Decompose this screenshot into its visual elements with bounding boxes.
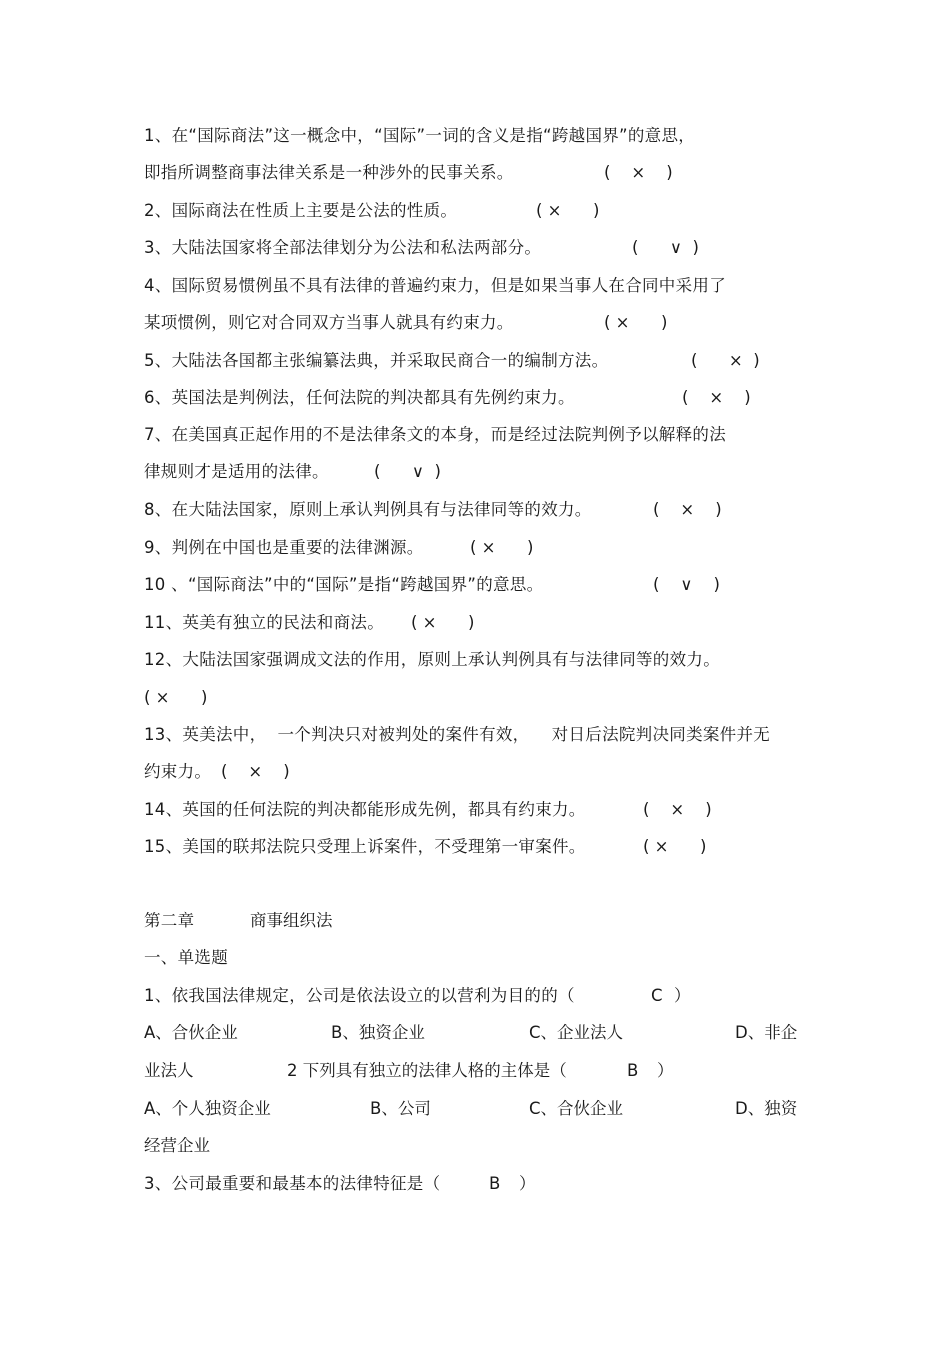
question-11-answer: ( × ) [411,613,475,632]
question-5: 5、大陆法各国都主张编纂法典，并采取民商合一的编制方法。 [144,351,609,370]
mc-question-2-answer: B [627,1061,639,1080]
mc-q2-option-d-continued: 经营企业 [144,1136,210,1155]
question-3: 3、大陆法国家将全部法律划分为公法和私法两部分。 [144,238,542,257]
mc-q2-option-b: B、公司 [370,1099,431,1118]
question-8: 8、在大陆法国家，原则上承认判例具有与法律同等的效力。 [144,500,592,519]
question-13-answer: ( × ) [221,762,290,781]
question-12-answer: ( × ) [144,688,208,707]
question-14-answer: ( × ) [643,800,712,819]
mc-question-1-answer: C [651,986,663,1005]
question-13-line-2: 约束力。 [144,762,212,781]
mc-q1-option-a: A、合伙企业 [144,1023,238,1042]
question-12: 12、大陆法国家强调成文法的作用，原则上承认判例具有与法律同等的效力。 [144,650,720,669]
question-4-line-1: 4、国际贸易惯例虽不具有法律的普遍约束力，但是如果当事人在合同中采用了 [144,276,726,295]
question-2-answer: ( × ) [536,201,600,220]
question-15-answer: ( × ) [643,837,707,856]
mc-question-1: 1、依我国法律规定，公司是依法设立的以营利为目的的（ [144,986,575,1005]
mc-question-1-close: ） [674,986,691,1005]
section-heading: 一、单选题 [144,948,228,967]
question-7-answer: ( ∨ ) [374,462,441,481]
question-4-line-2: 某项惯例，则它对合同双方当事人就具有约束力。 [144,313,514,332]
mc-question-3-close: ） [519,1174,536,1193]
question-5-answer: ( × ) [691,351,760,370]
question-13-line-1: 13、英美法中， 一个判决只对被判处的案件有效， 对日后法院判决同类案件并无 [144,725,771,744]
mc-question-2: 2 下列具有独立的法律人格的主体是（ [287,1061,567,1080]
question-9: 9、判例在中国也是重要的法律渊源。 [144,538,424,557]
chapter-number: 第二章 [144,911,195,930]
question-1-answer: ( × ) [604,163,673,182]
question-4-answer: ( × ) [604,313,668,332]
mc-q1-option-b: B、独资企业 [331,1023,425,1042]
question-8-answer: ( × ) [653,500,722,519]
question-15: 15、美国的联邦法院只受理上诉案件，不受理第一审案件。 [144,837,586,856]
question-2: 2、国际商法在性质上主要是公法的性质。 [144,201,458,220]
mc-q1-option-d-continued: 业法人 [144,1061,194,1080]
question-1-line-2: 即指所调整商事法律关系是一种涉外的民事关系。 [144,163,514,182]
mc-question-3-answer: B [489,1174,501,1193]
question-7-line-1: 7、在美国真正起作用的不是法律条文的本身，而是经过法院判例予以解释的法 [144,425,726,444]
question-6-answer: ( × ) [682,388,751,407]
question-11: 11、英美有独立的民法和商法。 [144,613,384,632]
question-7-line-2: 律规则才是适用的法律。 [144,462,329,481]
question-10: 10 、“国际商法”中的“国际”是指“跨越国界”的意思。 [144,575,544,594]
question-10-answer: ( ∨ ) [653,575,720,594]
mc-q1-option-c: C、企业法人 [529,1023,624,1042]
chapter-title: 商事组织法 [250,911,333,930]
question-3-answer: ( ∨ ) [632,238,699,257]
mc-q2-option-a: A、个人独资企业 [144,1099,271,1118]
mc-q2-option-c: C、合伙企业 [529,1099,624,1118]
mc-q2-option-d: D、独资 [735,1099,798,1118]
question-14: 14、英国的任何法院的判决都能形成先例，都具有约束力。 [144,800,586,819]
question-6: 6、英国法是判例法，任何法院的判决都具有先例约束力。 [144,388,575,407]
mc-question-3: 3、公司最重要和最基本的法律特征是（ [144,1174,441,1193]
mc-q1-option-d: D、非企 [735,1023,798,1042]
mc-question-2-close: ） [657,1061,674,1080]
question-9-answer: ( × ) [470,538,534,557]
question-1-line-1: 1、在“国际商法”这一概念中，“国际”一词的含义是指“跨越国界”的意思， [144,126,696,145]
